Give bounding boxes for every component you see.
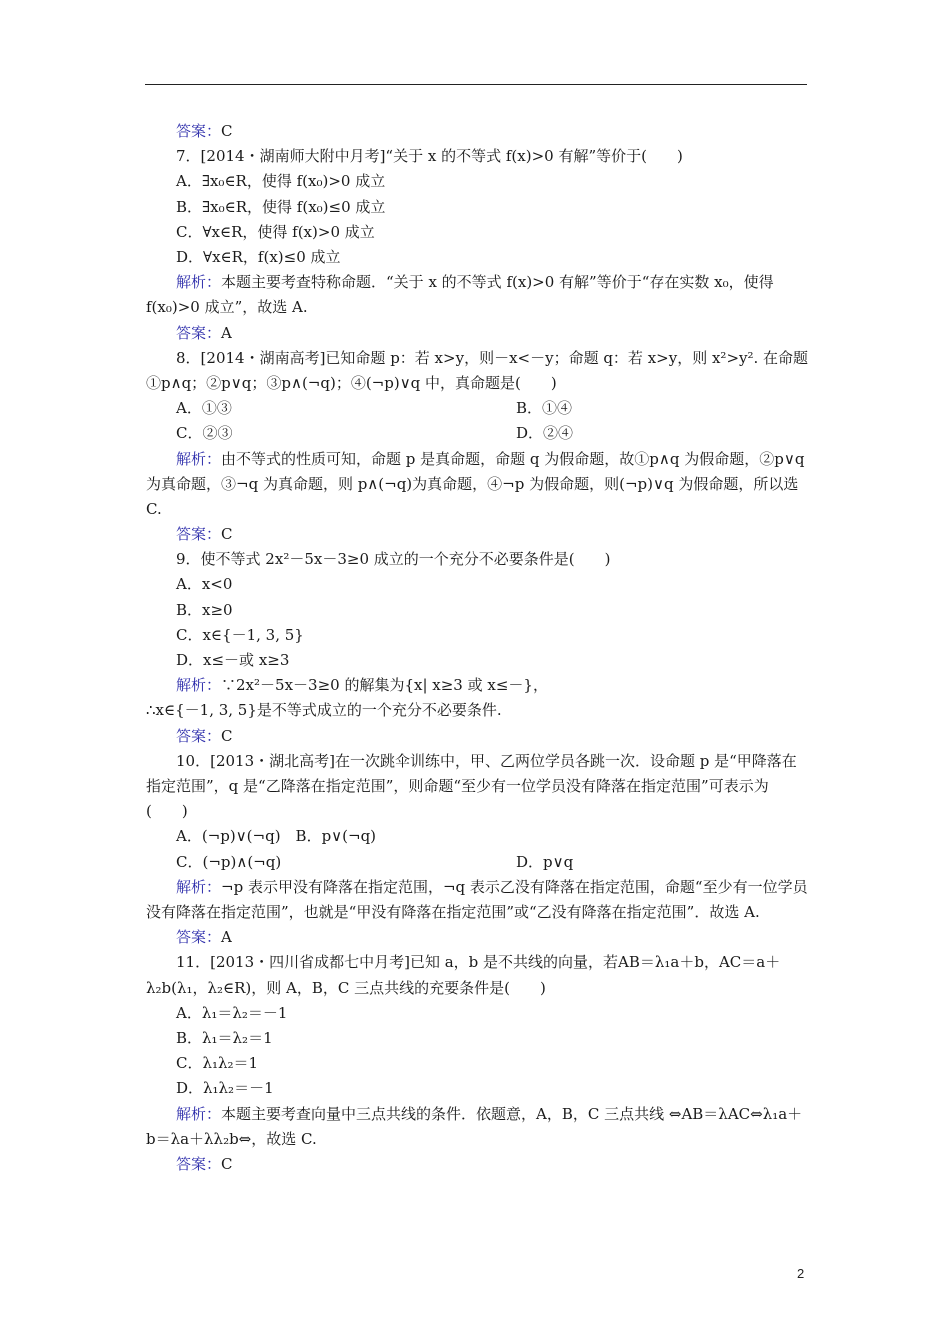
answer-label: 答案： <box>176 525 222 544</box>
answer-line: 答案：C <box>176 122 233 140</box>
option-d: D．②④ <box>516 424 574 443</box>
analysis-8: 解析：由不等式的性质可知，命题 p 是真命题，命题 q 为假命题，故①p∧q 为假命题，②p∨q 为真命题，③¬q 为真命题，则 p∧(¬q)为真命题，④¬p 为假命题，则(¬p)∨q 为假命题，所以选 C. <box>146 449 805 518</box>
analysis-label: 解析： <box>176 676 222 695</box>
option-c: C．λ₁λ₂＝1 <box>176 1054 259 1073</box>
page-content <box>146 119 810 1177</box>
answer-line: 答案：A <box>176 928 232 947</box>
option-b: B．λ₁＝λ₂＝1 <box>176 1028 273 1047</box>
options-row <box>146 421 810 446</box>
option-b: B．①④ <box>516 399 573 418</box>
answer-line: 答案：A <box>176 323 232 342</box>
options-row <box>146 850 810 875</box>
option-c: C．∀x∈R，使得 f(x)>0 成立 <box>176 222 375 241</box>
question-10: 10．[2013・湖北高考]在一次跳伞训练中，甲、乙两位学员各跳一次．设命题 p 是“甲降落在指定范围”，q 是“乙降落在指定范围”，则命题“至少有一位学员没有降落在指定范围”可表示为( ) <box>146 751 797 821</box>
answer-label: 答案： <box>176 323 222 342</box>
option-b: B．x≥0 <box>176 600 233 619</box>
question-9: 9．使不等式 2x²－5x－3≥0 成立的一个充分不必要条件是( ) <box>176 550 611 569</box>
answer-line: 答案：C <box>176 726 233 745</box>
option-c: C．x∈{－1, 3, 5} <box>176 625 304 644</box>
answer-label: 答案： <box>176 1154 222 1173</box>
question-11: 11．[2013・四川省成都七中月考]已知 a，b 是不共线的向量，若AB＝λ₁a＋b，AC＝a＋λ₂b(λ₁，λ₂∈R)，则 A，B，C 三点共线的充要条件是( ) <box>146 953 781 997</box>
answer-line: 答案：C <box>176 1154 233 1173</box>
analysis-10: 解析：¬p 表示甲没有降落在指定范围，¬q 表示乙没有降落在指定范围，命题“至少有一位学员没有降落在指定范围”，也就是“甲没有降落在指定范围”或“乙没有降落在指定范围”．故选 A. <box>146 877 808 921</box>
analysis-label: 解析： <box>176 273 222 292</box>
option-d: D．x≤－或 x≥3 <box>176 651 290 670</box>
analysis-label: 解析： <box>176 449 222 468</box>
analysis-label: 解析： <box>176 1104 222 1123</box>
option-d: D．p∨q <box>516 852 574 871</box>
analysis-11: 解析：本题主要考查向量中三点共线的条件．依题意，A，B，C 三点共线 ⇔AB＝λAC⇔λ₁a＋b＝λa＋λλ₂b⇔，故选 C. <box>146 1104 803 1148</box>
header-rule <box>145 84 807 85</box>
analysis-9: 解析：∵2x²－5x－3≥0 的解集为{x| x≥3 或 x≤－}， <box>176 676 548 695</box>
answer-label: 答案： <box>176 726 222 745</box>
answer-label: 答案： <box>176 122 222 140</box>
question-7: 7．[2014・湖南师大附中月考]“关于 x 的不等式 f(x)>0 有解”等价于( ) <box>176 147 683 166</box>
answer-line: 答案：C <box>176 525 233 544</box>
analysis-9-cont: ∴x∈{－1, 3, 5}是不等式成立的一个充分不必要条件. <box>146 701 502 720</box>
question-8: 8．[2014・湖南高考]已知命题 p：若 x>y，则－x<－y；命题 q：若 x>y，则 x²>y². 在命题①p∧q；②p∨q；③p∧(¬q)；④(¬p)∨q 中，真命题是( ) <box>146 348 809 392</box>
option-b: B．∃x₀∈R，使得 f(x₀)≤0 成立 <box>176 197 386 216</box>
option-a-b: A．(¬p)∨(¬q) B．p∨(¬q) <box>176 827 377 846</box>
analysis-7: 解析：本题主要考查特称命题．“关于 x 的不等式 f(x)>0 有解”等价于“存在实数 x₀，使得 f(x₀)>0 成立”，故选 A. <box>146 273 774 317</box>
option-c: C．②③ <box>176 424 233 443</box>
option-c: C．(¬p)∧(¬q) <box>176 852 282 871</box>
page-number: 2 <box>797 1266 805 1281</box>
option-a: A．①③ <box>176 399 232 418</box>
option-a: A．∃x₀∈R，使得 f(x₀)>0 成立 <box>176 172 386 191</box>
option-a: A．x<0 <box>176 575 233 594</box>
option-d: D．λ₁λ₂＝－1 <box>176 1079 274 1098</box>
option-a: A．λ₁＝λ₂＝－1 <box>176 1003 288 1022</box>
option-d: D．∀x∈R，f(x)≤0 成立 <box>176 247 341 266</box>
answer-label: 答案： <box>176 928 222 947</box>
options-row <box>146 396 810 421</box>
analysis-label: 解析： <box>176 877 222 896</box>
